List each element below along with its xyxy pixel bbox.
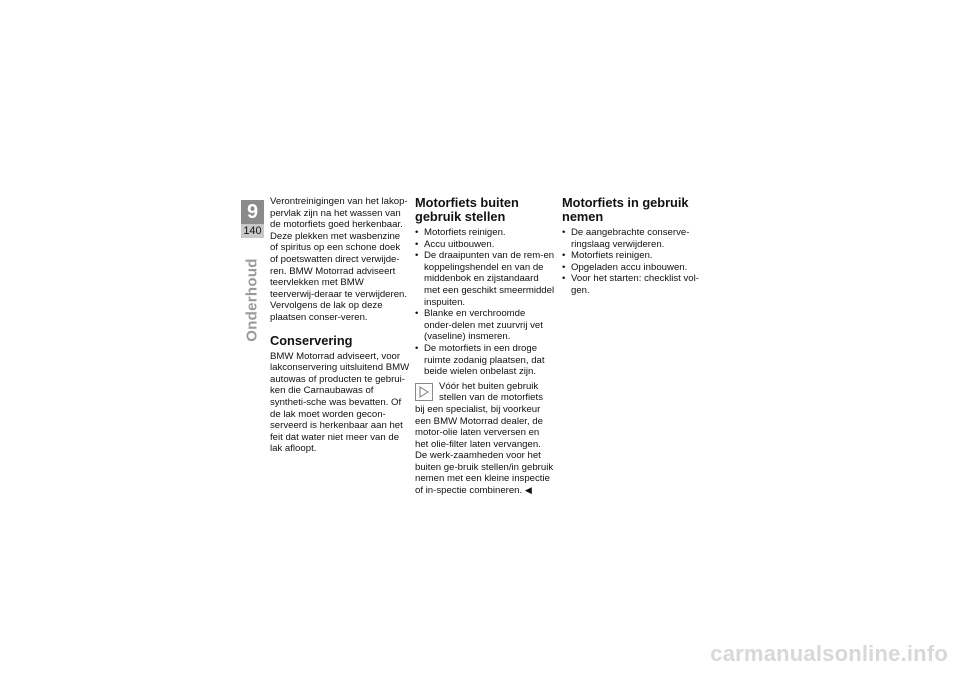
list-item: • Blanke en verchroomde onder-delen met zuurvrij vet (vaseline) insmeren.	[415, 308, 555, 343]
list-item: • De aangebrachte conserve-ringslaag verwijderen.	[562, 227, 702, 250]
list-item: • De draaipunten van de rem-en koppelingshendel en van de middenbok en zijstandaard met een geschikt smeermiddel inspuiten.	[415, 250, 555, 308]
list-item: • Opgeladen accu inbouwen.	[562, 262, 702, 274]
heading-buiten-gebruik: Motorfiets buiten gebruik stellen	[415, 195, 519, 224]
heading-conservering: Conservering	[270, 332, 353, 348]
intro-paragraph: Verontreinigingen van het lakop-pervlak zijn na het wassen van de motorfiets goed herkenbaar. Deze plekken met wasbenzine of spiritus op een schone doek of poetswatten direct verwijde-ren. BMW Motorrad adviseert teervlekken met BMW teerverwij-deraar te verwijderen. Vervolgens de lak op deze plaatsen conser-veren.	[270, 196, 408, 323]
end-mark-icon: ◀	[524, 485, 532, 496]
note-text: Vóór het buiten gebruik stellen van de motorfiets bij een specialist, bij voorkeur een BMW Motorrad dealer, de motor-olie laten verversen en het olie-filter laten vervangen. De werk-zaamheden voor het buiten ge-bruik stellen/in gebruik nemen met een kleine inspectie of in-spectie combineren.	[415, 380, 554, 497]
column-2	[415, 196, 555, 497]
section-label: Onderhoud	[243, 258, 261, 342]
chapter-number: 9	[241, 200, 264, 224]
watermark: carmanualsonline.info	[710, 641, 948, 666]
list-item: • De motorfiets in een droge ruimte zodanig plaatsen, dat beide wielen onbelast zijn.	[415, 343, 555, 378]
page-number: 140	[241, 224, 264, 238]
list-item: • Motorfiets reinigen.	[562, 250, 702, 262]
list-item: • Voor het starten: checklist vol-gen.	[562, 273, 702, 296]
heading-in-gebruik: Motorfiets in gebruik nemen	[562, 195, 689, 224]
column-3	[562, 196, 702, 297]
chapter-tab	[241, 200, 264, 238]
list-item: • Accu uitbouwen.	[415, 239, 555, 251]
conservering-paragraph: BMW Motorrad adviseert, voor lakconservering uitsluitend BMW autowas of producten te gebrui-ken die Carnaubawas of syntheti-sche was bevatten. Of de lak moet worden gecon-serveerd is herkenbaar aan het feit dat water niet meer van de lak afloopt.	[270, 350, 410, 455]
in-gebruik-list	[562, 227, 702, 297]
list-item: • Motorfiets reinigen.	[415, 227, 555, 239]
buiten-gebruik-list	[415, 227, 555, 378]
hint-triangle-icon	[415, 383, 433, 401]
note-block	[415, 381, 555, 497]
column-1	[270, 196, 410, 455]
